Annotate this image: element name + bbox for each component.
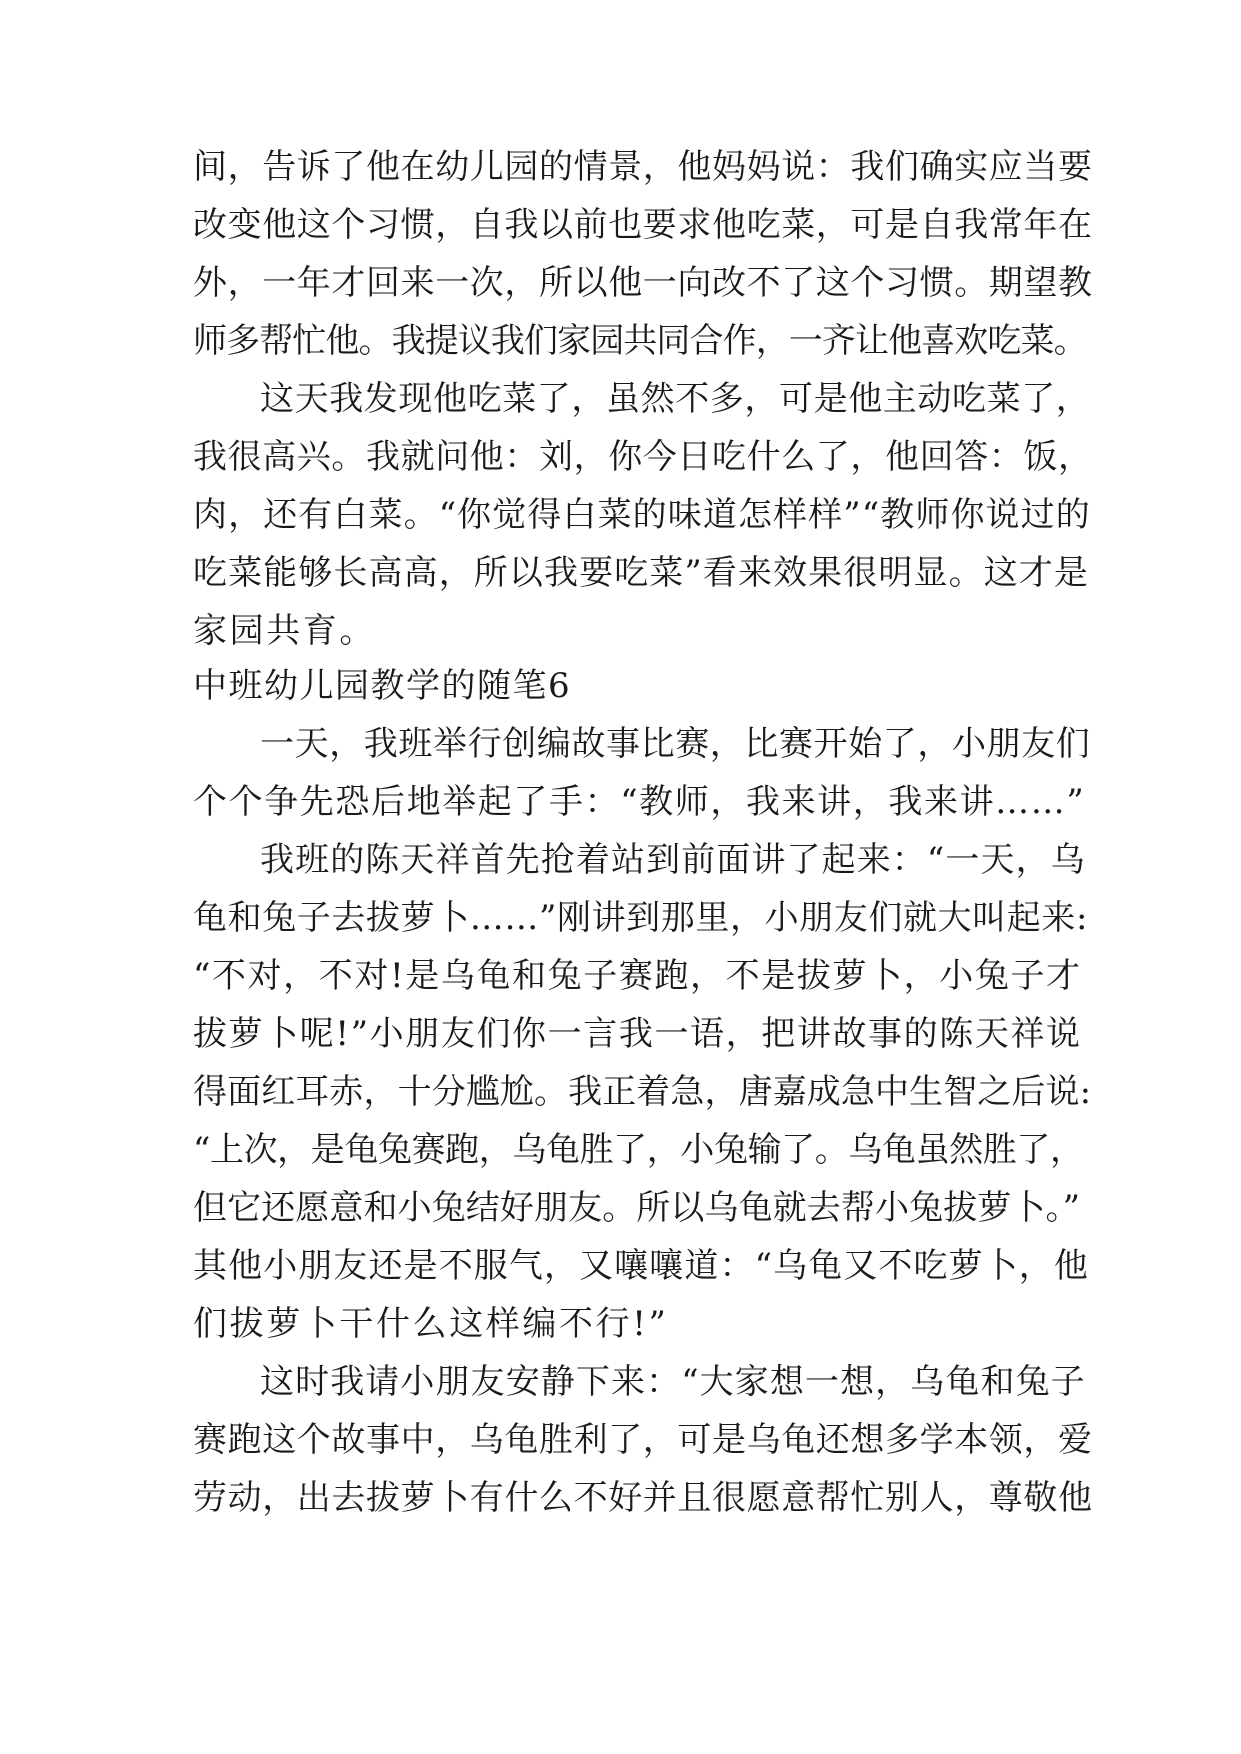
paragraph-first-line: 这天我发现他吃菜了，虽然不多，可是他主动吃菜了， (260, 379, 1091, 419)
text-line: 间，告诉了他在幼儿园的情景，他妈妈说：我们确实应当要 (193, 147, 1093, 187)
text-line: 得面红耳赤，十分尴尬。我正着急，唐嘉成急中生智之后说: (193, 1072, 1092, 1112)
text-line: 家园共育。 (193, 611, 376, 651)
text-line: 改变他这个习惯，自我以前也要求他吃菜，可是自我常年在 (193, 205, 1093, 245)
text-line: 拔萝卜呢!”小朋友们你一言我一语，把讲故事的陈天祥说 (193, 1014, 1082, 1054)
text-line: 劳动，出去拔萝卜有什么不好并且很愿意帮忙别人，尊敬他 (193, 1478, 1093, 1518)
text-line: 肉，还有白菜。“你觉得白菜的味道怎样样”“教师你说过的 (193, 495, 1091, 535)
text-line: 其他小朋友还是不服气，又嚷嚷道：“乌龟又不吃萝卜，他 (193, 1246, 1089, 1286)
paragraph-first-line: 一天，我班举行创编故事比赛，比赛开始了，小朋友们 (260, 724, 1091, 764)
section-heading: 中班幼儿园教学的随笔6 (193, 666, 572, 706)
text-line: 我很高兴。我就问他：刘，你今日吃什么了，他回答：饭， (193, 437, 1093, 477)
text-line: 师多帮忙他。我提议我们家园共同合作，一齐让他喜欢吃菜。 (193, 321, 1087, 361)
text-line: 赛跑这个故事中，乌龟胜利了，可是乌龟还想多学本领，爱 (193, 1420, 1093, 1460)
text-line: 但它还愿意和小兔结好朋友。所以乌龟就去帮小兔拔萝卜。” (193, 1188, 1081, 1228)
text-line: 外，一年才回来一次，所以他一向改不了这个习惯。期望教 (193, 263, 1093, 303)
text-line: 们拔萝卜干什么这样编不行!” (193, 1304, 669, 1344)
text-line: “不对，不对!是乌龟和兔子赛跑，不是拔萝卜，小兔子才 (193, 956, 1082, 996)
paragraph-first-line: 这时我请小朋友安静下来：“大家想一想，乌龟和兔子 (260, 1362, 1086, 1402)
text-line: “上次，是龟兔赛跑，乌龟胜了，小兔输了。乌龟虽然胜了， (193, 1130, 1084, 1170)
text-line: 个个争先恐后地举起了手：“教师，我来讲，我来讲……” (193, 782, 1086, 822)
paragraph-first-line: 我班的陈天祥首先抢着站到前面讲了起来：“一天，乌 (260, 840, 1086, 880)
text-line: 吃菜能够长高高，所以我要吃菜”看来效果很明显。这才是 (193, 553, 1089, 593)
text-line: 龟和兔子去拔萝卜……”刚讲到那里，小朋友们就大叫起来: (193, 898, 1089, 938)
